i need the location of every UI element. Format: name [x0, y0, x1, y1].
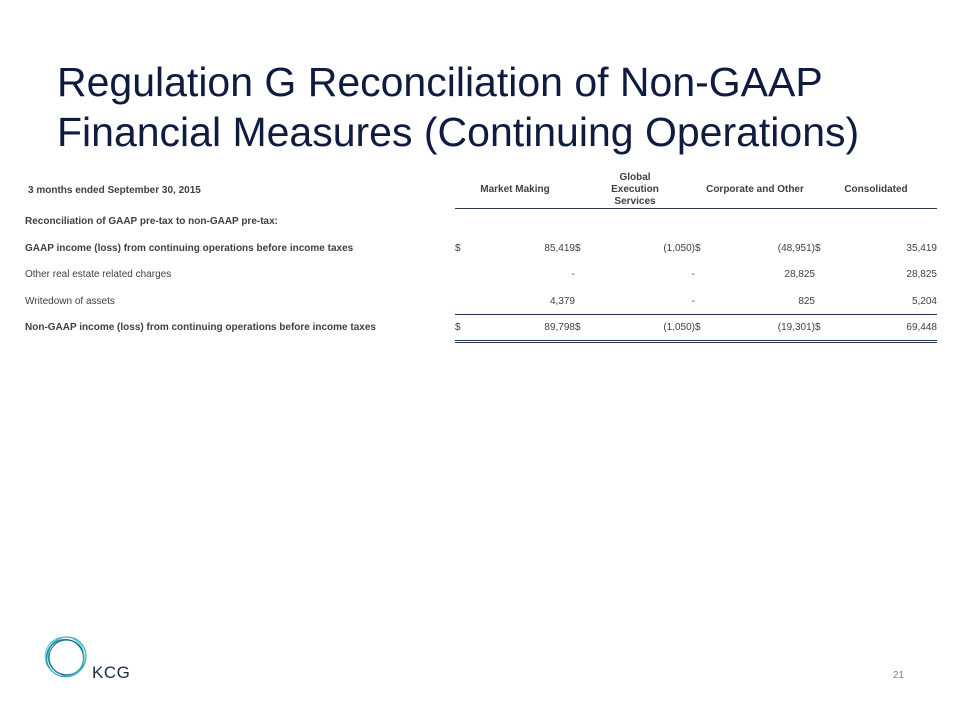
currency-symbol: $ [575, 242, 581, 254]
section-label: Reconciliation of GAAP pre-tax to non-GAAP pre-tax: [25, 216, 278, 228]
currency-symbol: $ [575, 321, 581, 333]
cell-value: - [691, 295, 695, 307]
section-row [25, 209, 937, 236]
currency-symbol: $ [455, 321, 461, 333]
slide-title-line-2: Financial Measures (Continuing Operations) [57, 109, 860, 155]
row-label: GAAP income (loss) from continuing operations before income taxes [25, 242, 354, 254]
cell-value: (1,050) [663, 242, 695, 254]
period-header: 3 months ended September 30, 2015 [28, 184, 201, 196]
cell-value: 89,798 [544, 321, 575, 333]
cell-value: 28,825 [906, 269, 937, 281]
currency-symbol: $ [695, 321, 701, 333]
currency-symbol: $ [815, 242, 821, 254]
cell-value: 35,419 [906, 242, 937, 254]
page-number: 21 [892, 670, 904, 681]
cell-value: 5,204 [911, 295, 937, 307]
column-header-corporate-and-other: Corporate and Other [695, 172, 815, 209]
cell-value: - [571, 269, 575, 281]
currency-symbol: $ [455, 242, 461, 254]
cell-value: 825 [798, 295, 815, 307]
cell-value: 4,379 [549, 295, 575, 307]
currency-symbol: $ [695, 242, 701, 254]
row-label: Non-GAAP income (loss) from continuing operations before income taxes [25, 322, 376, 334]
cell-value: (1,050) [663, 321, 695, 333]
slide-title-line-1: Regulation G Reconciliation of Non-GAAP [57, 59, 823, 105]
slide-title [57, 57, 937, 157]
cell-value: (48,951) [777, 242, 815, 254]
table-row [25, 288, 937, 315]
table-row [25, 262, 937, 289]
table-row [25, 235, 937, 262]
cell-value: 69,448 [906, 321, 937, 333]
reconciliation-table [25, 172, 937, 343]
cell-value: 28,825 [784, 269, 815, 281]
logo-text: KCG [92, 663, 131, 682]
total-row [25, 315, 937, 342]
currency-symbol: $ [815, 321, 821, 333]
column-header-consolidated: Consolidated [815, 172, 937, 209]
cell-value: (19,301) [777, 321, 815, 333]
table-header-row [25, 172, 937, 209]
column-header-global-execution-services: Global Execution Services [575, 172, 695, 209]
cell-value: - [691, 269, 695, 281]
row-label: Other real estate related charges [25, 269, 172, 281]
column-header-market-making: Market Making [455, 172, 575, 209]
cell-value: 85,419 [544, 242, 575, 254]
row-label: Writedown of assets [25, 295, 115, 307]
